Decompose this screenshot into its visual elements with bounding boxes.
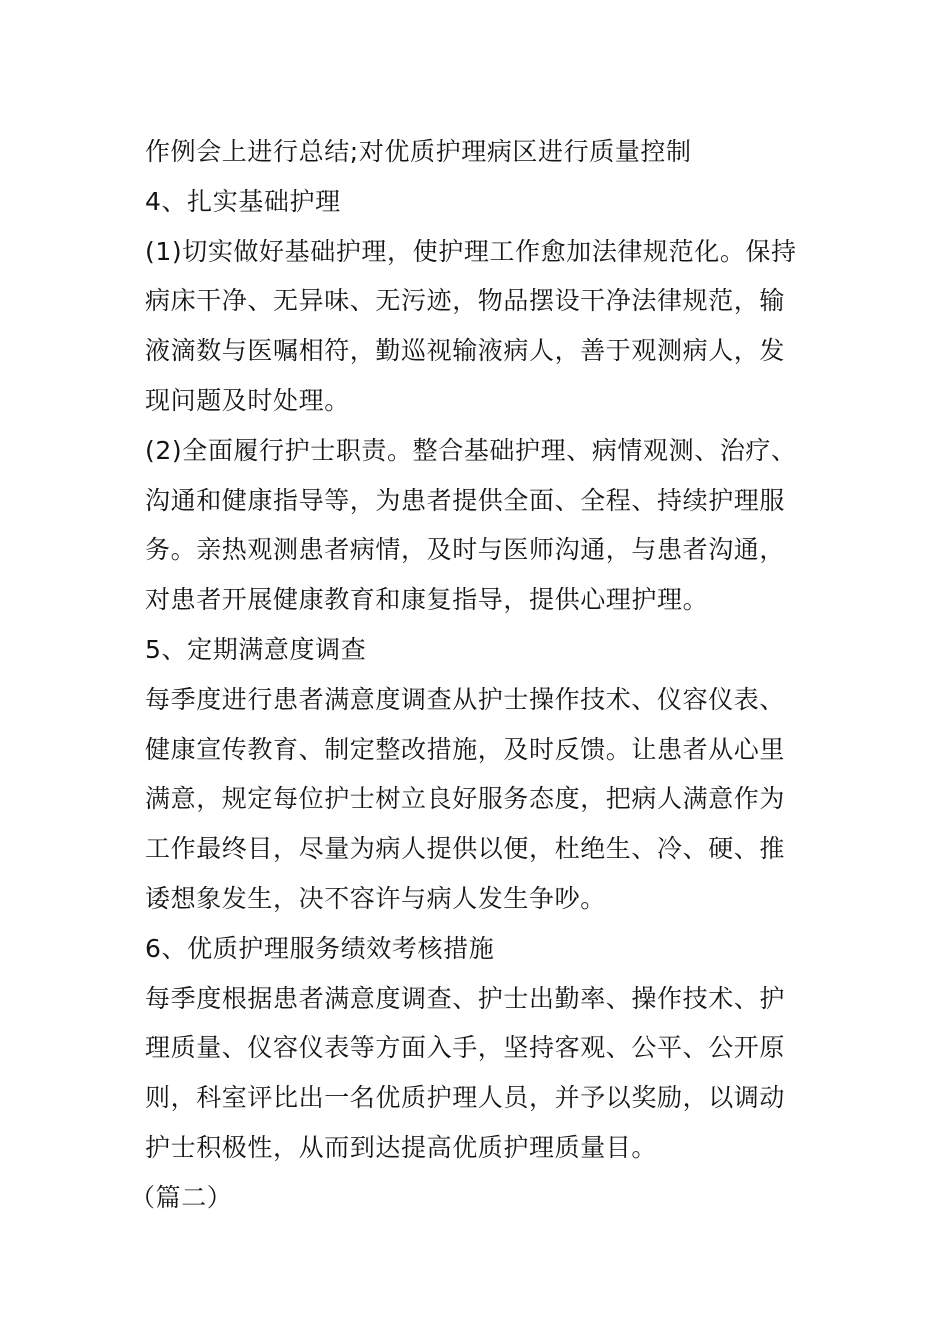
text-line: 现问题及时处理。 bbox=[145, 385, 350, 415]
text-line: (2)全面履行护士职责。整合基础护理、病情观测、治疗、 bbox=[145, 435, 797, 465]
part-title: （篇二） bbox=[130, 1182, 233, 1212]
text-line: 对患者开展健康教育和康复指导，提供心理护理。 bbox=[145, 585, 709, 615]
text-line: 务。亲热观测患者病情，及时与医师沟通，与患者沟通， bbox=[145, 535, 786, 565]
text-line: 健康宣传教育、制定整改措施，及时反馈。让患者从心里 bbox=[145, 734, 786, 764]
text-line: 沟通和健康指导等，为患者提供全面、全程、持续护理服 bbox=[145, 485, 786, 515]
text-line: 护士积极性，从而到达提高优质护理质量目。 bbox=[145, 1132, 658, 1162]
text-line: (1)切实做好基础护理，使护理工作愈加法律规范化。保持 bbox=[145, 236, 797, 266]
section-heading: 5、定期满意度调查 bbox=[145, 634, 367, 664]
text-line: 作例会上进行总结;对优质护理病区进行质量控制 bbox=[145, 137, 692, 166]
text-line: 则，科室评比出一名优质护理人员，并予以奖励，以调动 bbox=[145, 1083, 786, 1113]
text-line: 每季度根据患者满意度调查、护士出勤率、操作技术、护 bbox=[145, 983, 786, 1013]
text-line: 诿想象发生，决不容许与病人发生争吵。 bbox=[145, 883, 606, 913]
text-line: 病床干净、无异味、无污迹，物品摆设干净法律规范，输 bbox=[145, 286, 786, 316]
text-line: 每季度进行患者满意度调查从护士操作技术、仪容仪表、 bbox=[145, 684, 786, 714]
text-line: 工作最终目，尽量为病人提供以便，杜绝生、冷、硬、推 bbox=[145, 834, 786, 864]
section-heading: 6、优质护理服务绩效考核措施 bbox=[145, 933, 495, 963]
text-line: 理质量、仪容仪表等方面入手，坚持客观、公平、公开原 bbox=[145, 1033, 786, 1063]
text-line: 满意，规定每位护士树立良好服务态度，把病人满意作为 bbox=[145, 784, 786, 814]
document-body bbox=[130, 127, 805, 1223]
section-heading: 4、扎实基础护理 bbox=[145, 186, 341, 216]
text-line: 液滴数与医嘱相符，勤巡视输液病人，善于观测病人，发 bbox=[145, 336, 786, 366]
